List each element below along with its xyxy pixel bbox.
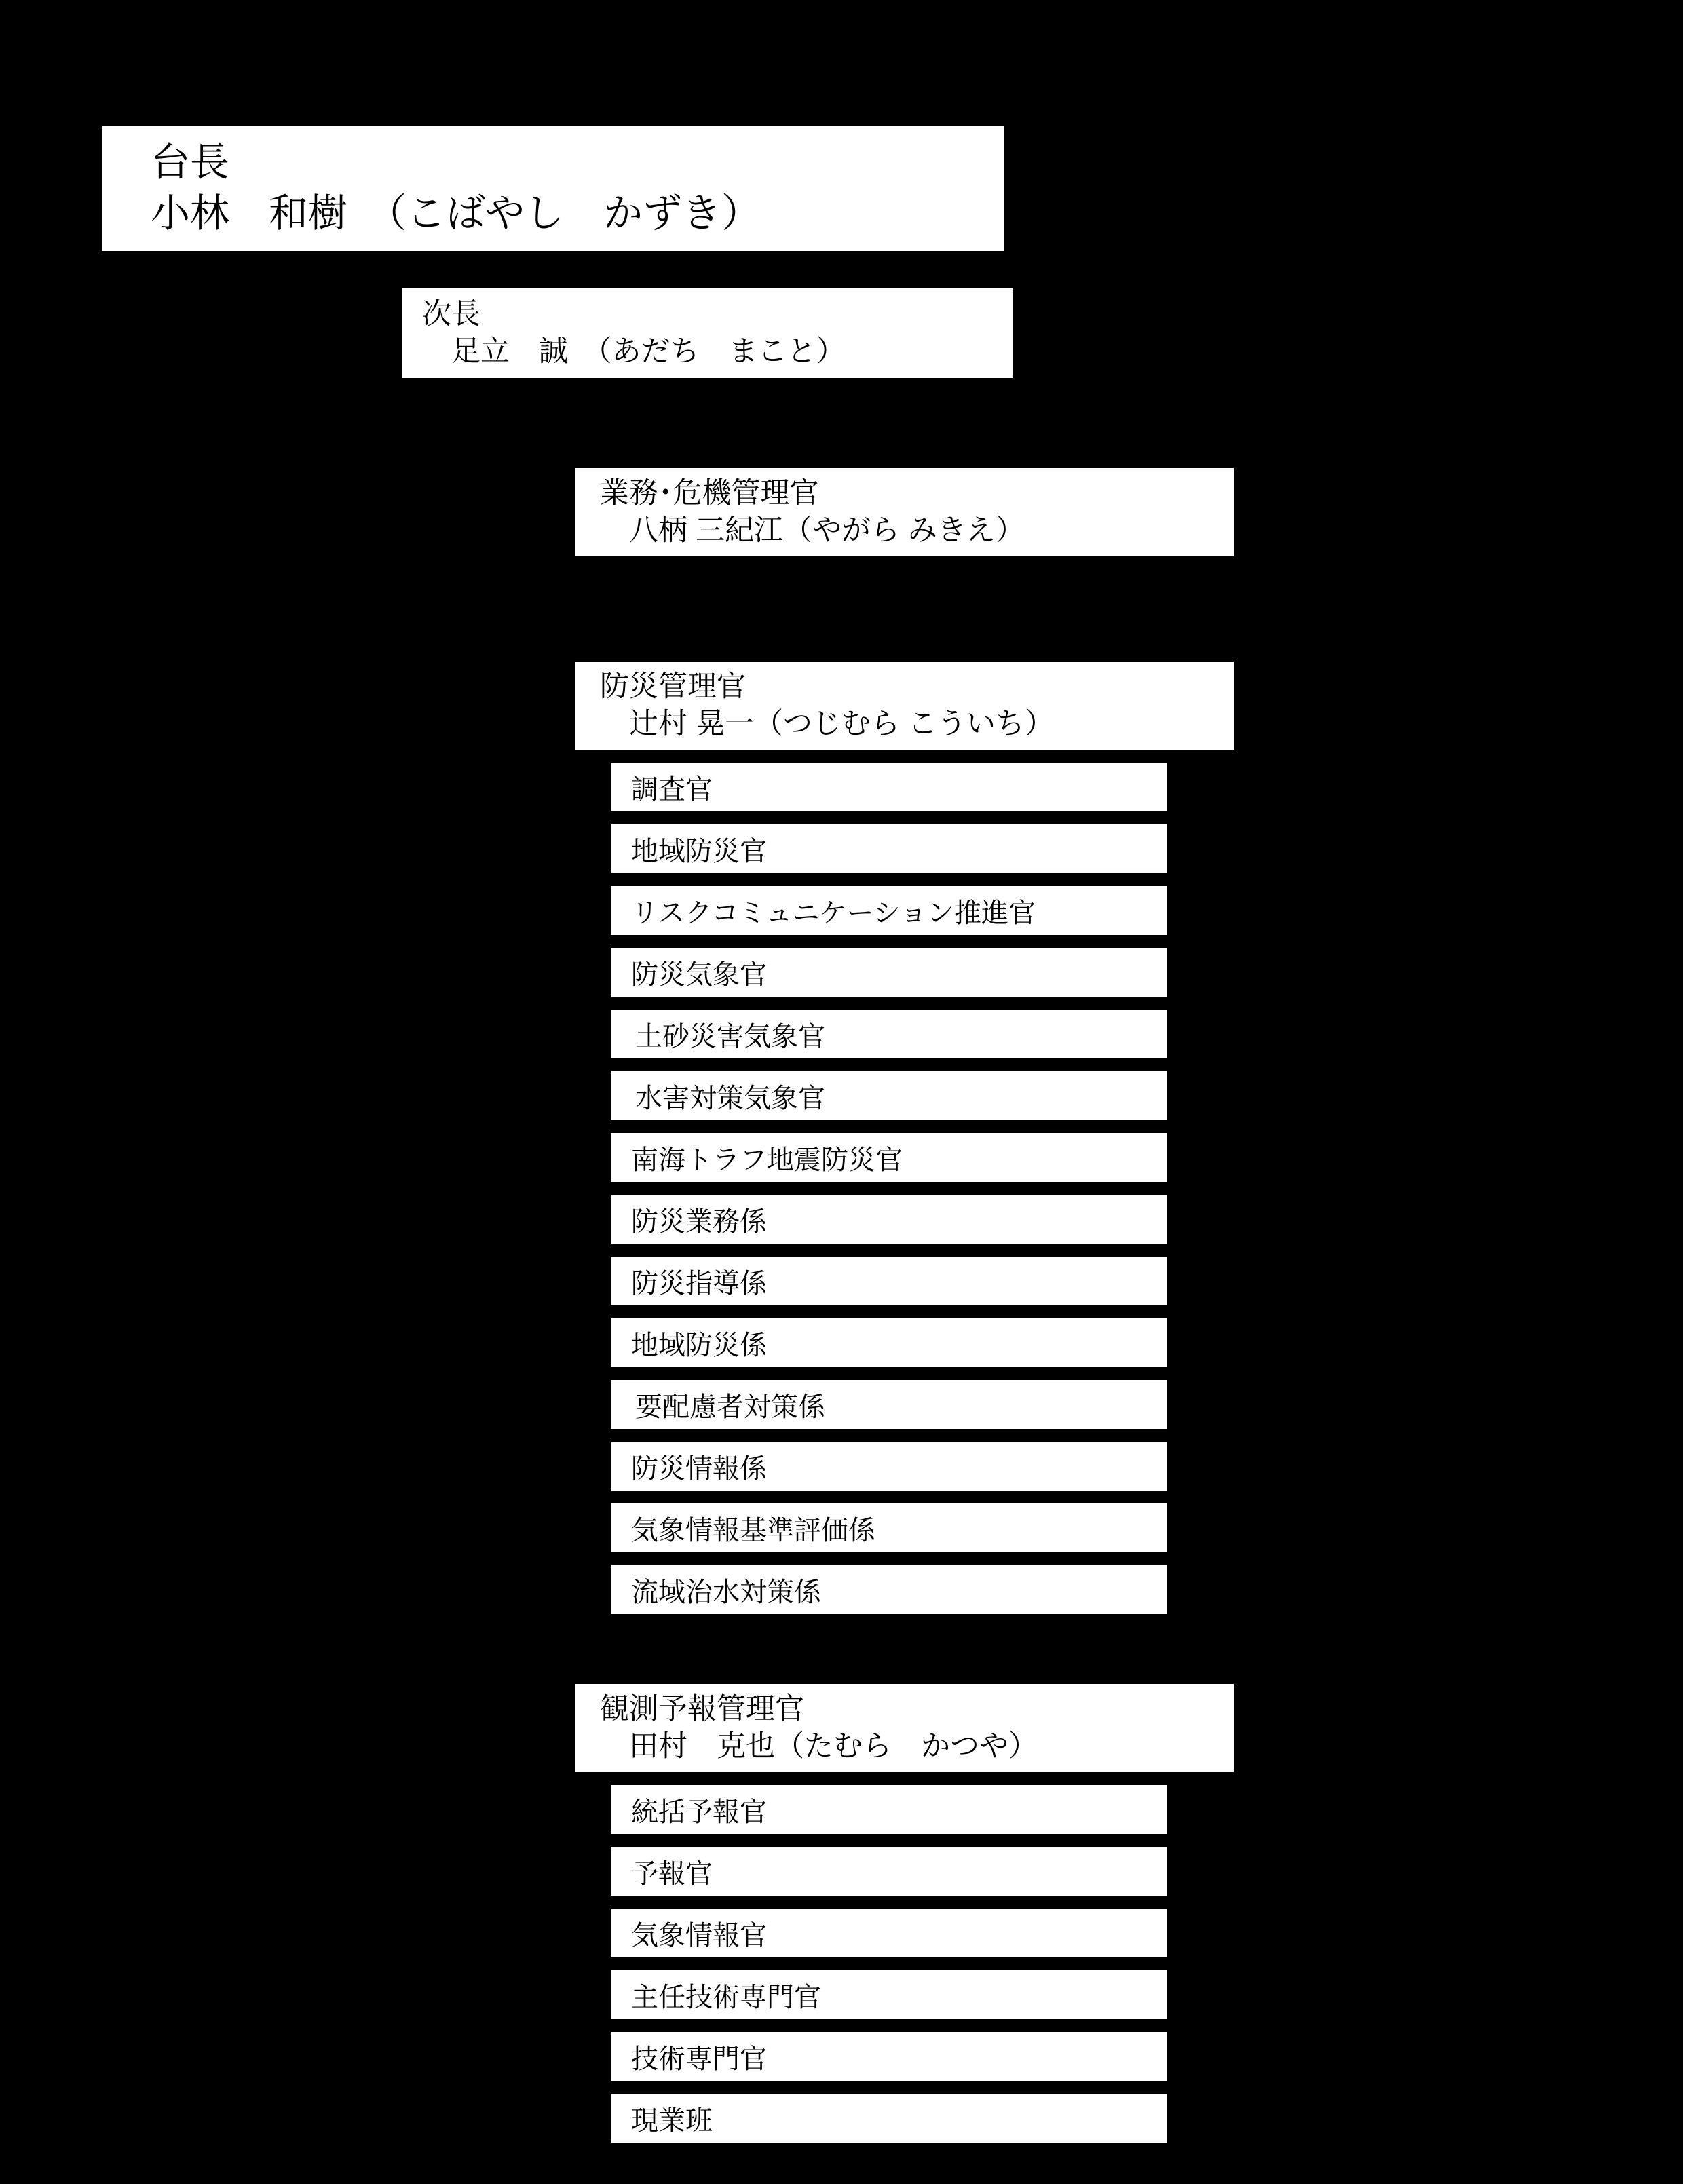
list-item: 防災情報係 [611,1442,1167,1491]
list-item: 技術専門官 [611,2032,1167,2081]
list-item: 防災気象官 [611,948,1167,997]
node-director [102,126,1004,251]
list-item: 調査官 [611,763,1167,811]
list-item: 土砂災害気象官 [611,1010,1167,1058]
list-item: 防災指導係 [611,1257,1167,1305]
node-deputy-title: 次長 [422,297,480,330]
list-item: 気象情報基準評価係 [611,1503,1167,1552]
list-item: 統括予報官 [611,1785,1167,1834]
list-item: 主任技術専門官 [611,1970,1167,2019]
list-item: 気象情報官 [611,1909,1167,1957]
list-item: 予報官 [611,1847,1167,1896]
node-disaster-manager-title: 防災管理官 [600,670,746,703]
node-crisis-manager-title: 業務･危機管理官 [600,476,819,510]
node-deputy-name: 足立 誠 （あだち まこと） [422,335,846,368]
node-crisis-manager [575,468,1234,556]
node-director-name: 小林 和樹 （こばやし かずき） [151,191,761,235]
list-item: 南海トラフ地震防災官 [611,1133,1167,1182]
list-item: 地域防災官 [611,824,1167,873]
list-item: 現業班 [611,2094,1167,2143]
node-disaster-manager-name: 辻村 晃一（つじむら こういち） [600,708,1054,740]
list-item: 水害対策気象官 [611,1071,1167,1120]
node-deputy [402,288,1013,378]
node-director-title: 台長 [151,140,230,185]
list-item: 防災業務係 [611,1195,1167,1244]
list-item: 地域防災係 [611,1318,1167,1367]
node-observation-manager-name: 田村 克也（たむら かつや） [600,1730,1038,1763]
node-observation-manager-title: 観測予報管理官 [600,1692,804,1725]
node-observation-manager [575,1684,1234,1772]
list-item: 要配慮者対策係 [611,1380,1167,1429]
node-crisis-manager-name: 八柄 三紀江（やがら みきえ） [600,514,1025,547]
list-item: 流域治水対策係 [611,1565,1167,1614]
node-disaster-manager [575,662,1234,750]
list-item: リスクコミュニケーション推進官 [611,886,1167,935]
